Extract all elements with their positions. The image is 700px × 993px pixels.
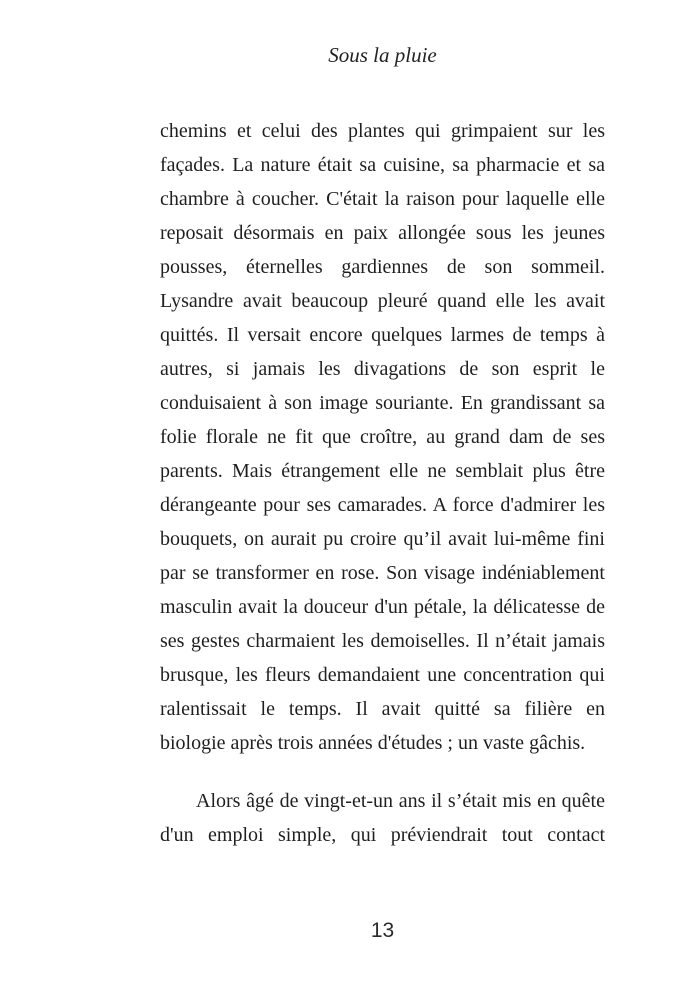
body-text xyxy=(160,114,605,852)
text-line: autres, si jamais les divagations de son esprit le xyxy=(160,358,605,380)
text-line: Lysandre avait beaucoup pleuré quand elle les avait xyxy=(160,290,605,312)
paragraph xyxy=(160,784,605,852)
text-line: ses gestes charmaient les demoiselles. Il n’était jamais xyxy=(160,630,605,652)
text-line: façades. La nature était sa cuisine, sa pharmacie et sa xyxy=(160,154,605,176)
text-line: quittés. Il versait encore quelques larmes de temps à xyxy=(160,324,605,346)
text-line: conduisaient à son image souriante. En grandissant sa xyxy=(160,392,605,414)
text-line: brusque, les fleurs demandaient une concentration qui xyxy=(160,664,605,686)
text-line: Alors âgé de vingt-et-un ans il s’était mis en quête xyxy=(196,790,605,812)
text-line: bouquets, on aurait pu croire qu’il avait lui-même fini xyxy=(160,528,605,550)
text-line: par se transformer en rose. Son visage indéniablement xyxy=(160,562,605,584)
running-header: Sous la pluie xyxy=(328,43,437,67)
text-line: biologie après trois années d'études ; un vaste gâchis. xyxy=(160,732,586,754)
text-line: masculin avait la douceur d'un pétale, la délicatesse de xyxy=(160,596,605,618)
paragraph xyxy=(160,114,605,760)
text-line: folie florale ne fit que croître, au grand dam de ses xyxy=(160,426,605,448)
page-number: 13 xyxy=(370,919,395,942)
text-line: d'un emploi simple, qui préviendrait tout contact xyxy=(160,824,605,846)
text-line: pousses, éternelles gardiennes de son sommeil. xyxy=(160,256,605,278)
text-line: dérangeante pour ses camarades. A force d'admirer les xyxy=(160,494,605,516)
text-line: reposait désormais en paix allongée sous les jeunes xyxy=(160,222,605,244)
text-line: ralentissait le temps. Il avait quitté sa filière en xyxy=(160,698,605,720)
text-line: chambre à coucher. C'était la raison pour laquelle elle xyxy=(160,188,605,210)
text-line: chemins et celui des plantes qui grimpaient sur les xyxy=(160,120,605,142)
text-line: parents. Mais étrangement elle ne semblait plus être xyxy=(160,460,605,482)
